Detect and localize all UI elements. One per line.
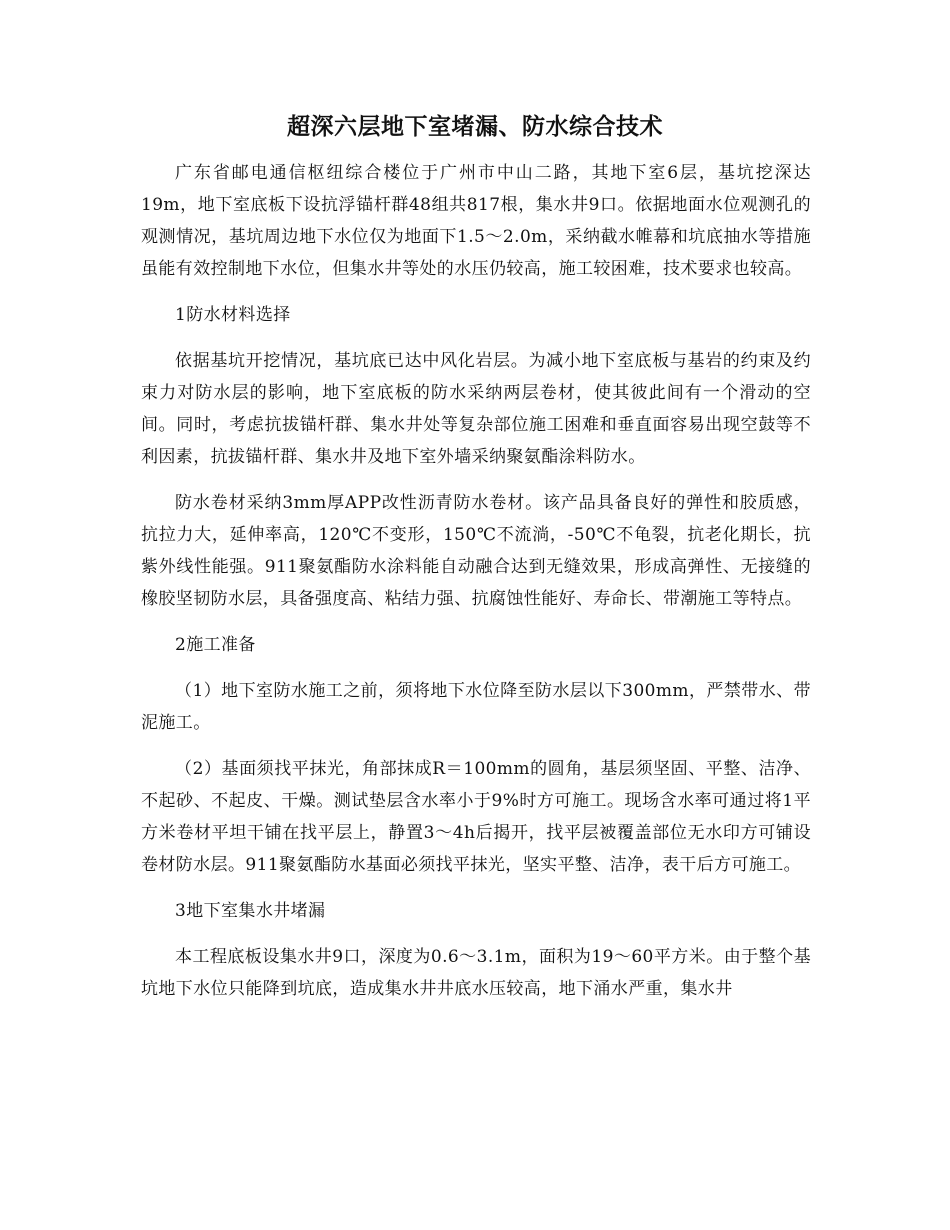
section-heading-3: 3地下室集水井堵漏 bbox=[175, 901, 326, 921]
section-heading-1: 1防水材料选择 bbox=[175, 305, 291, 325]
paragraph-material-selection: 依据基坑开挖情况，基坑底已达中风化岩层。为减小地下室底板与基岩的约束及约束力对防水层的影响，地下室底板的防水采纳两层卷材，使其彼此间有一个滑动的空间。同时，考虑抗拔锚杆群、集水井处等复杂部位施工困难和垂直面容易出现空鼓等不利因素，抗拔锚杆群、集水井及地下室外墙采纳聚氨酯涂料防水。 bbox=[141, 351, 811, 467]
paragraph-prep-1: （1）地下室防水施工之前，须将地下水位降至防水层以下300mm，严禁带水、带泥施工。 bbox=[141, 681, 811, 733]
document-body bbox=[141, 157, 811, 1019]
paragraph-intro: 广东省邮电通信枢纽综合楼位于广州市中山二路，其地下室6层，基坑挖深达19m，地下室底板下设抗浮锚杆群48组共817根，集水井9口。依据地面水位观测孔的观测情况，基坑周边地下水位仅为地面下1.5～2.0m，采纳截水帷幕和坑底抽水等措施虽能有效控制地下水位，但集水井等处的水压仍较高，施工较困难，技术要求也较高。 bbox=[141, 163, 811, 279]
paragraph-membrane-specs: 防水卷材采纳3mm厚APP改性沥青防水卷材。该产品具备良好的弹性和胶质感，抗拉力大，延伸率高，120℃不变形，150℃不流淌，-50℃不龟裂，抗老化期长，抗紫外线性能强。911聚氨酯防水涂料能自动融合达到无缝效果，形成高弹性、无接缝的橡胶坚韧防水层，具备强度高、粘结力强、抗腐蚀性能好、寿命长、带潮施工等特点。 bbox=[141, 493, 811, 609]
paragraph-prep-2: （2）基面须找平抹光，角部抹成R＝100mm的圆角，基层须坚固、平整、洁净、不起砂、不起皮、干燥。测试垫层含水率小于9%时方可施工。现场含水率可通过将1平方米卷材平坦干铺在找平层上，静置3～4h后揭开，找平层被覆盖部位无水印方可铺设卷材防水层。911聚氨酯防水基面必须找平抹光，坚实平整、洁净，表干后方可施工。 bbox=[141, 759, 811, 875]
section-heading-2: 2施工准备 bbox=[175, 635, 256, 655]
document-title: 超深六层地下室堵漏、防水综合技术 bbox=[287, 113, 663, 140]
paragraph-sump-leak: 本工程底板设集水井9口，深度为0.6～3.1m，面积为19～60平方米。由于整个基坑地下水位只能降到坑底，造成集水井井底水压较高，地下涌水严重，集水井 bbox=[141, 947, 811, 999]
